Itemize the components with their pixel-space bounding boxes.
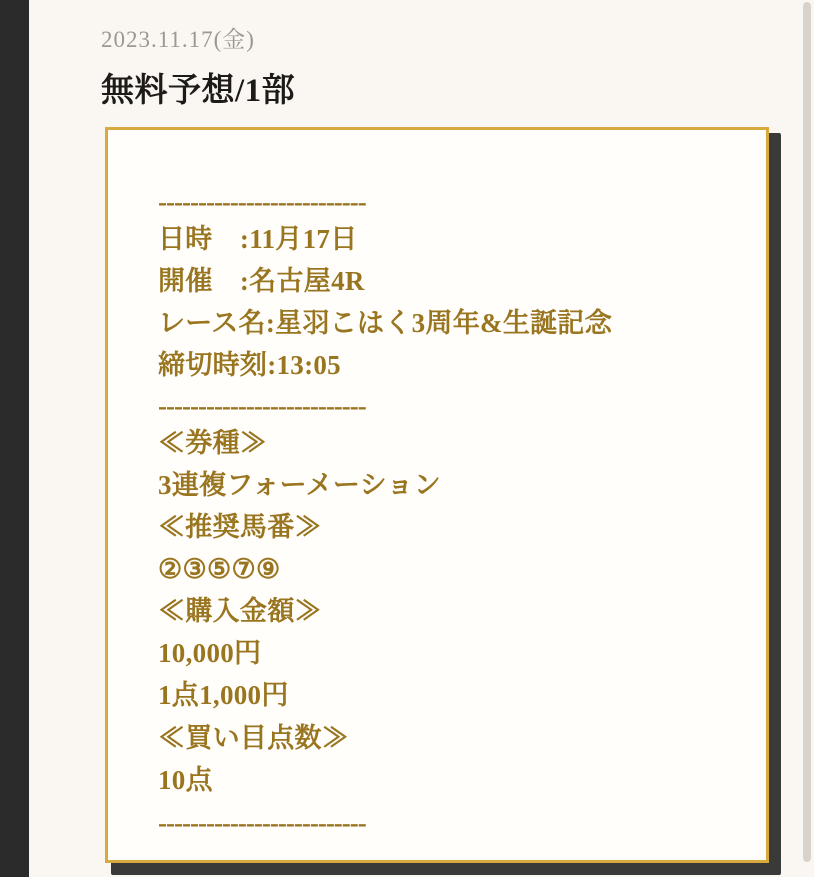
- prediction-card-wrapper: [105, 127, 781, 863]
- race-info-list: [158, 218, 766, 386]
- bet-details-list: [158, 422, 766, 801]
- divider-top: --------------------------: [158, 187, 366, 217]
- value-purchase-amount-per-bet: 1点1,000円: [158, 680, 289, 711]
- left-gutter: [0, 0, 29, 877]
- race-info-venue: 開催 :名古屋4R: [158, 265, 365, 296]
- race-info-race-name: レース名:星羽こはく3周年&生誕記念: [158, 307, 613, 338]
- value-ticket-type: 3連複フォーメーション: [158, 469, 442, 500]
- divider-middle: --------------------------: [158, 391, 366, 422]
- label-ticket-type: ≪券種≫: [158, 427, 268, 458]
- value-recommended-numbers: ②③⑤⑦⑨: [158, 554, 281, 585]
- value-bet-count: 10点: [158, 764, 213, 795]
- label-bet-count: ≪買い目点数≫: [158, 722, 350, 753]
- prediction-card-content: [108, 130, 766, 838]
- label-recommended-numbers: ≪推奨馬番≫: [158, 512, 322, 543]
- publish-date: 2023.11.17(金): [101, 27, 255, 52]
- divider-bottom: --------------------------: [158, 807, 366, 838]
- prediction-card: [105, 127, 769, 863]
- page-title: 無料予想/1部: [101, 72, 296, 109]
- race-info-datetime: 日時 :11月17日: [158, 223, 358, 254]
- scrollbar-thumb[interactable]: [803, 2, 811, 862]
- race-info-deadline: 締切時刻:13:05: [158, 350, 341, 381]
- vertical-scrollbar[interactable]: [800, 0, 814, 877]
- document-page: [29, 0, 814, 877]
- value-purchase-amount-total: 10,000円: [158, 638, 262, 669]
- label-purchase-amount: ≪購入金額≫: [158, 596, 322, 627]
- page-header: [29, 0, 814, 111]
